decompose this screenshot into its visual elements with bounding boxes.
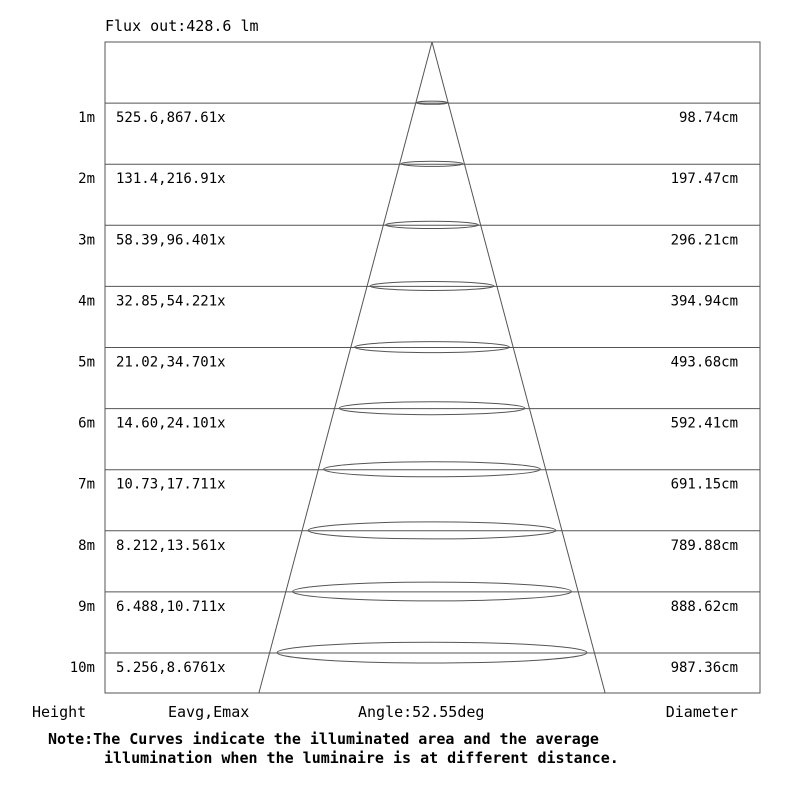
diameter-label: 98.74cm	[678, 110, 738, 127]
height-label: 1m	[78, 110, 95, 127]
beam-angle-label: Angle:52.55deg	[358, 703, 485, 721]
diameter-label: 987.36cm	[670, 660, 738, 676]
height-label: 5m	[78, 354, 95, 371]
cone-edge-left	[259, 42, 432, 693]
height-label: 6m	[78, 415, 95, 432]
illuminance-label: 6.488,10.711x	[116, 598, 226, 615]
diameter-label: 592.41cm	[670, 415, 738, 432]
diameter-label: 197.47cm	[670, 171, 738, 188]
illuminance-label: 58.39,96.401x	[116, 232, 226, 249]
height-label: 4m	[78, 293, 95, 310]
illuminance-label: 8.212,13.561x	[116, 537, 226, 554]
diameter-label: 394.94cm	[670, 293, 738, 310]
illuminance-label: 21.02,34.701x	[116, 354, 226, 371]
diameter-column-label: Diameter	[665, 703, 738, 721]
height-label: 9m	[78, 598, 95, 615]
flux-out-label: Flux out:428.6 lm	[105, 17, 259, 35]
height-label: 3m	[78, 232, 95, 249]
height-label: 10m	[69, 660, 95, 676]
illuminance-label: 32.85,54.221x	[116, 293, 226, 310]
rows-layer	[70, 103, 760, 676]
diameter-label: 691.15cm	[670, 476, 738, 493]
diameter-label: 888.62cm	[670, 598, 738, 615]
illuminance-column-label: Eavg,Emax	[168, 703, 250, 721]
illuminance-label: 5.256,8.6761x	[116, 660, 226, 676]
note-line-1: Note:The Curves indicate the illuminated area and the average	[48, 730, 599, 748]
height-label: 2m	[78, 171, 95, 188]
illuminance-label: 131.4,216.91x	[116, 171, 226, 188]
cone-edge-right	[432, 42, 605, 693]
diameter-label: 493.68cm	[670, 354, 738, 371]
height-label: 7m	[78, 476, 95, 493]
height-label: 8m	[78, 537, 95, 554]
note-text	[48, 730, 788, 768]
illuminance-label: 10.73,17.711x	[116, 476, 226, 493]
illuminance-label: 14.60,24.101x	[116, 415, 226, 432]
height-column-label: Height	[32, 703, 87, 721]
diameter-label: 789.88cm	[670, 537, 738, 554]
diameter-label: 296.21cm	[670, 232, 738, 249]
beam-cone	[259, 42, 605, 693]
note-line-2: illumination when the luminaire is at different distance.	[104, 749, 619, 767]
illuminance-label: 525.6,867.61x	[116, 110, 226, 127]
